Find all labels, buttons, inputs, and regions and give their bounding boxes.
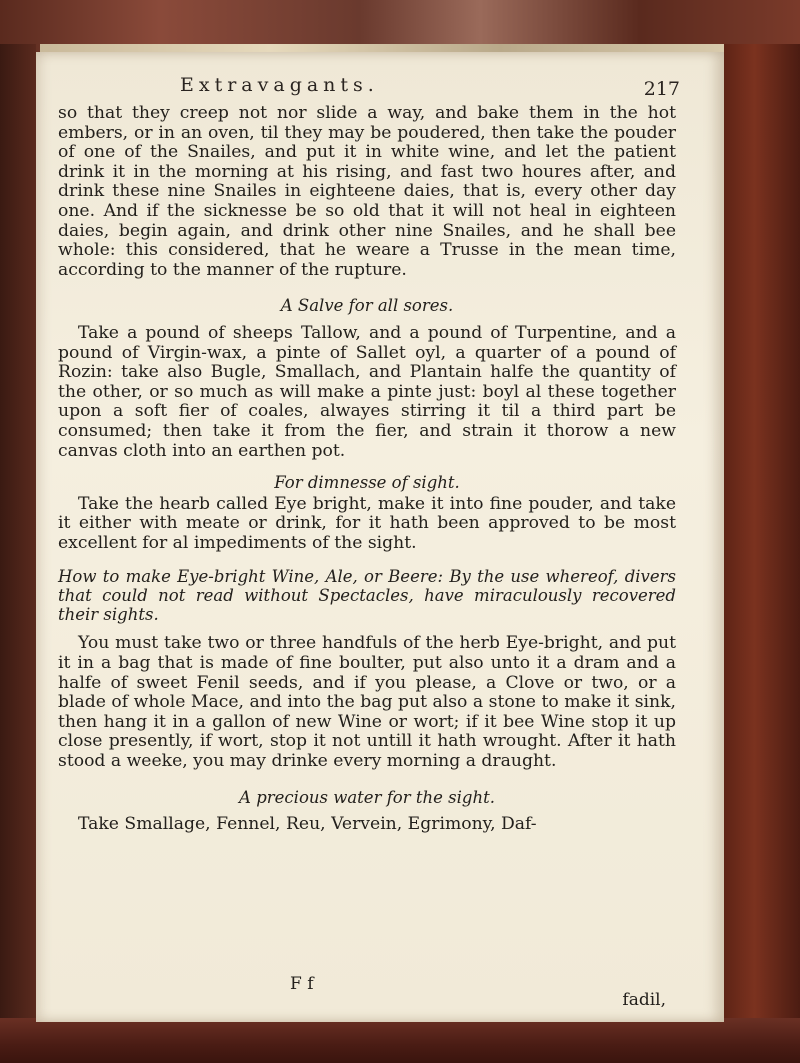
section-text: Take Smallage, Fennel, Reu, Vervein, Egrimony, Daf-	[78, 814, 537, 835]
binding-bottom-edge	[0, 1018, 800, 1063]
section-heading: A precious water for the sight.	[239, 787, 495, 807]
running-title: Extravagants.	[180, 74, 379, 96]
binding-right-edge	[724, 44, 800, 1034]
section-heading: For dimnesse of sight.	[274, 473, 460, 493]
section-text: You must take two or three handfuls of the herb Eye-bright, and put it in a bag that is made of fine boulter, put also unto it a dram and a halfe of sweet Fenil seeds, and if you please, a Clove or two, or a blade of whole Mace, and into the bag put also a stone to make it sink, then hang it in a gallon of new Wine or wort; if it bee Wine stop it up close presently, if wort, stop it not untill it hath wrought. After it hath stood a weeke, you may drinke every morning a draught.	[58, 633, 676, 772]
section-heading: How to make Eye-bright Wine, Ale, or Beere: By the use whereof, divers that could not read without Spectacles, have miraculously recovered their sights.	[58, 567, 676, 625]
running-head	[140, 74, 680, 104]
opening-paragraph: so that they creep not nor slide a way, and bake them in the hot embers, or in an oven, til they may be poudered, then take the pouder of one of the Snailes, and put it in white wine, and let the patient drink it in the morning at his rising, and fast two houres after, and drink these nine Snailes in eighteene daies, that is, every other day one. And if the sicknesse be so old that it will not heal in eighteen daies, begin again, and drink other nine Snailes, and he shall bee whole: this considered, that he weare a Trusse in the mean time, according to the manner of the rupture.	[58, 103, 676, 280]
signature-mark: F f	[290, 974, 314, 994]
page-number: 217	[643, 78, 680, 100]
page-footer	[58, 974, 676, 1018]
section-heading: A Salve for all sores.	[280, 296, 454, 316]
binding-left-edge	[0, 44, 36, 1034]
section-text: Take the hearb called Eye bright, make it into fine pouder, and take it either with meate or drink, for it hath been approved to be most excellent for al impediments of the sight.	[58, 493, 676, 553]
page-text	[58, 104, 676, 835]
catchword: fadil,	[622, 990, 666, 1010]
section-text: Take a pound of sheeps Tallow, and a pound of Turpentine, and a pound of Virgin-wax, a pinte of Sallet oyl, a quarter of a pound of Rozin: take also Bugle, Smallach, and Plantain halfe the quantity of the other, or so much as will make a pinte just: boyl al these together upon a soft fier of coales, alwayes stirring it til a third part be consumed; then take it from the fier, and strain it thorow a new canvas cloth into an earthen pot.	[58, 322, 676, 461]
